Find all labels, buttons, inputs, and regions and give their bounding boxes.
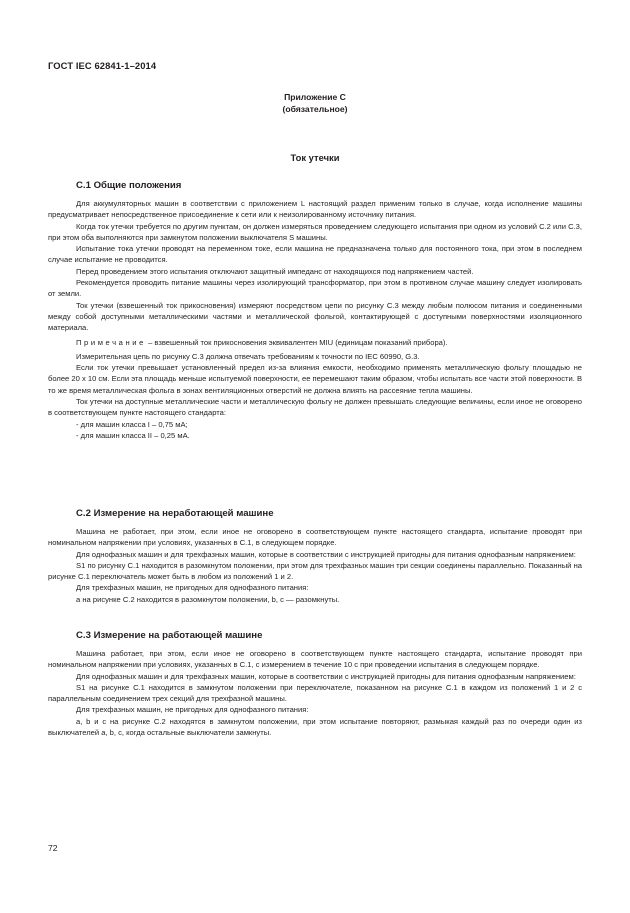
paragraph: а, b и с на рисунке С.2 находятся в замкнутом положении, при этом испытание повторяют, размыкая каждый раз по очереди один из выключателей а, b, с, когда остальные выключатели замкнуты. [48,716,582,738]
note [48,337,582,348]
section-c2-body [48,526,582,605]
paragraph: Если ток утечки превышает установленный предел из-за влияния емкости, необходимо применять металлическую фольгу площадью не более 20 х 10 см. Если эта площадь меньше испытуемой поверхности, ее перемешают таким образом, чтобы испытать все части этой поверхности. В то же время металлическая фольга в зонах вентиляционных отверстий не должна влиять на рассеяние тепла машины. [48,363,583,395]
section-c2-title: С.2 Измерение на неработающей машине [76,508,274,519]
paragraph: Для трехфазных машин, не пригодных для однофазного питания: [76,705,309,715]
list-item: - для машин класса II – 0,25 мА. [76,430,190,440]
paragraph: Ток утечки на доступные металлические части и металлическую фольгу не должен превышать следующие величины, если иное не оговорено в соответствующем пункте настоящего стандарта: [48,397,582,418]
appendix-title: Приложение С [284,92,346,102]
standard-header: ГОСТ IEC 62841-1–2014 [48,60,157,71]
list-item: - для машин класса I – 0,75 мА; [76,419,188,429]
page-number: 72 [48,843,58,853]
appendix-heading: Ток утечки [290,152,340,163]
paragraph: Для трехфазных машин, не пригодных для однофазного питания: [76,583,309,593]
section-c1-body [48,198,582,441]
appendix-status: (обязательное) [282,104,348,114]
section-c3-body [48,648,582,738]
paragraph: Когда ток утечки требуется по другим пунктам, он должен измеряться проведением следующего испытания при одном из условий С.2 или С.3, при этом оба выполняются при замкнутом положении выключателя S машины. [48,221,582,242]
paragraph: Для однофазных машин и для трехфазных машин, которые в соответствии с инструкцией пригодны для питания однофазным напряжением: [76,671,576,681]
paragraph: Машина не работает, при этом, если иное не оговорено в соответствующем пункте настоящего стандарта, испытание проводят при номинальном напряжении при условиях, указанных в С.1, в следующем порядке. [48,527,582,548]
paragraph: Перед проведением этого испытания отключают защитный импеданс от находящихся под напряжением частей. [76,266,474,276]
paragraph: а на рисунке С.2 находится в разомкнутом положении, b, с — разомкнуты. [76,594,340,604]
paragraph: Для однофазных машин и для трехфазных машин, которые в соответствии с инструкцией пригодны для питания однофазным напряжением: [76,549,576,559]
paragraph: Измерительная цепь по рисунку С.3 должна отвечать требованиям к точности по IEC 60990, G.3. [76,351,420,361]
paragraph: Для аккумуляторных машин в соответствии с приложением L настоящий раздел применим только в случае, когда исполнение машины предусматривает непосредственное присоединение к сети или к неизолированному источнику питания. [48,199,582,220]
section-c1-title: С.1 Общие положения [76,180,182,191]
note-text: – взвешенный ток прикосновения эквивалентен MIU (единицам показаний прибора). [145,337,448,347]
paragraph: Испытание тока утечки проводят на переменном токе, если машина не предназначена только для постоянного тока, при этом в последнем случае испытание не проводится. [48,244,582,265]
note-label: Примечание [76,337,146,347]
paragraph: S1 по рисунку С.1 находится в разомкнутом положении, при этом для трехфазных машин три секции соединены параллельно. Показанный на рисунке С.1 переключатель может быть в любом из положений 1 и 2. [48,560,582,582]
section-c3-title: С.3 Измерение на работающей машине [76,630,263,641]
paragraph: Машина работает, при этом, если иное не оговорено в соответствующем пункте настоящего стандарта, испытание проводят при номинальном напряжении при условиях, указанных в С.1, с измерением в течение 10 с при проведении испытания в следующем порядке. [48,649,582,670]
paragraph: Ток утечки (взвешенный ток прикосновения) измеряют посредством цепи по рисунку С.3 между любым полюсом питания и соединенными между собой доступными металлическими частями и металлической фольгой, контактирующей с доступными поверхностями изоляционного материала. [48,300,582,333]
paragraph: S1 на рисунке С.1 находится в замкнутом положении при переключателе, показанном на рисунке С.1 в каждом из положений 1 и 2 с параллельным соединением трех секций для трехфазной машины. [48,682,582,704]
paragraph: Рекомендуется проводить питание машины через изолирующий трансформатор, при этом в противном случае машину следует изолировать от земли. [48,278,582,299]
